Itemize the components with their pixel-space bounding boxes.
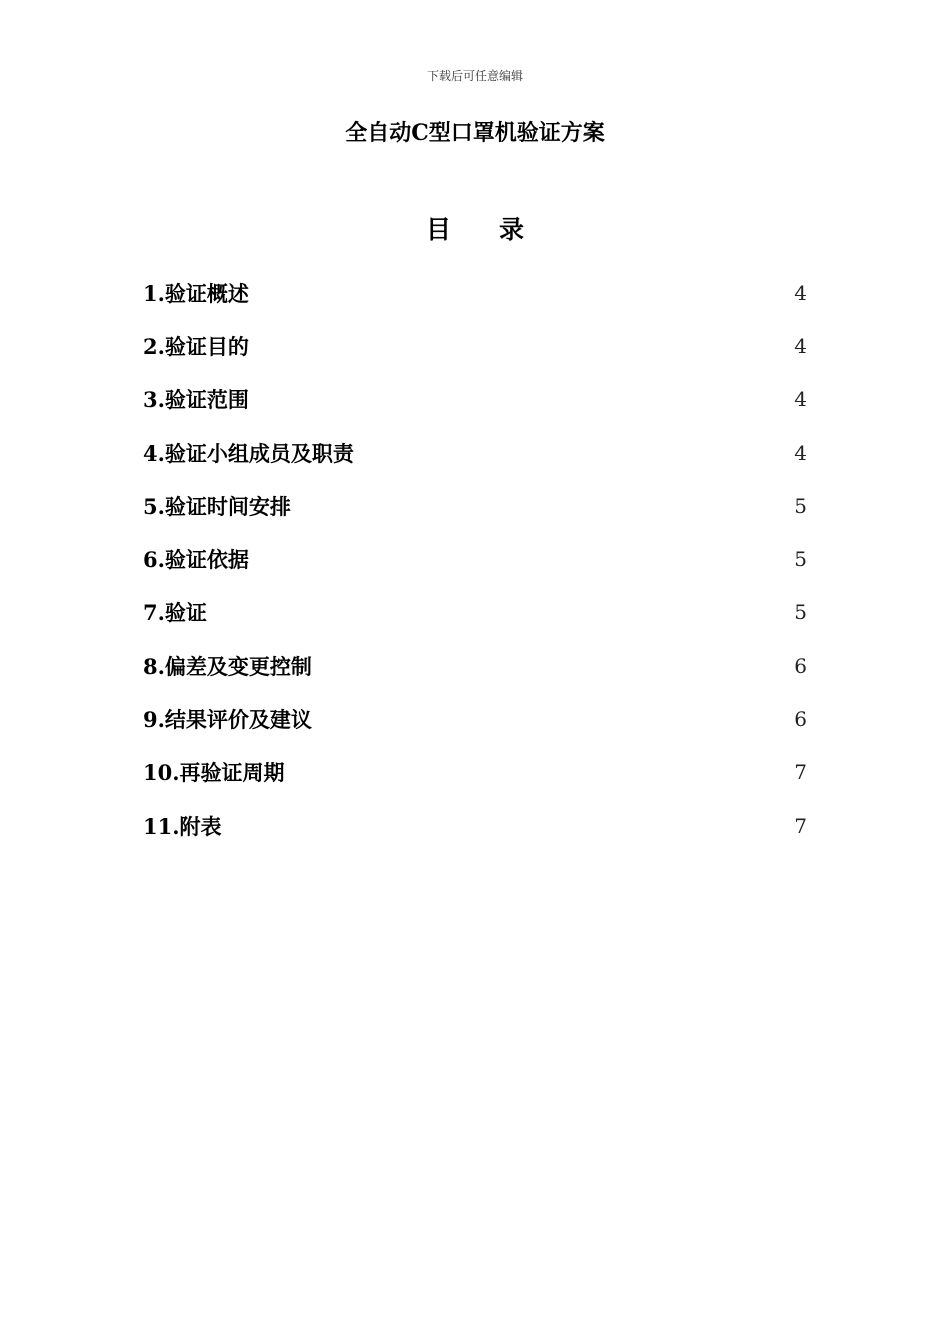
toc-entry[interactable] <box>143 586 807 639</box>
toc-entry[interactable] <box>143 692 807 745</box>
toc-entry-page: 4 <box>794 440 807 465</box>
document-title: 全自动C型口罩机验证方案 <box>345 120 605 146</box>
toc-entry-page: 5 <box>794 547 807 572</box>
toc-entry[interactable] <box>143 319 807 372</box>
toc-entry[interactable] <box>143 373 807 426</box>
toc-entry-page: 4 <box>794 333 807 358</box>
toc-entry-page: 4 <box>794 280 807 305</box>
toc-entry-label: 4.验证小组成员及职责 <box>143 440 354 466</box>
toc-entry-page: 5 <box>794 600 807 625</box>
toc-entry[interactable] <box>143 266 807 319</box>
toc-entry-label: 2.验证目的 <box>143 333 249 359</box>
toc-entry-label: 8.偏差及变更控制 <box>143 653 312 679</box>
toc-entry-label: 10.再验证周期 <box>143 760 285 786</box>
toc-entry[interactable] <box>143 746 807 799</box>
toc-entry-page: 6 <box>794 707 807 732</box>
toc-entry-label: 7.验证 <box>143 600 207 626</box>
table-of-contents <box>143 266 807 852</box>
toc-entry[interactable] <box>143 532 807 585</box>
toc-entry-label: 5.验证时间安排 <box>143 493 291 519</box>
toc-entry-label: 11.附表 <box>143 813 222 839</box>
toc-heading: 目录 <box>425 215 572 244</box>
header-note: 下载后可任意编辑 <box>426 69 523 83</box>
toc-entry-label: 9.结果评价及建议 <box>143 707 312 733</box>
toc-entry-label: 1.验证概述 <box>143 280 249 306</box>
toc-entry-page: 4 <box>794 387 807 412</box>
toc-entry-page: 5 <box>794 493 807 518</box>
toc-entry[interactable] <box>143 426 807 479</box>
toc-entry-page: 7 <box>794 813 807 838</box>
toc-entry[interactable] <box>143 479 807 532</box>
toc-entry[interactable] <box>143 799 807 852</box>
toc-entry-page: 7 <box>794 760 807 785</box>
toc-entry-label: 3.验证范围 <box>143 387 249 413</box>
toc-entry-page: 6 <box>794 653 807 678</box>
toc-entry[interactable] <box>143 639 807 692</box>
toc-entry-label: 6.验证依据 <box>143 547 249 573</box>
